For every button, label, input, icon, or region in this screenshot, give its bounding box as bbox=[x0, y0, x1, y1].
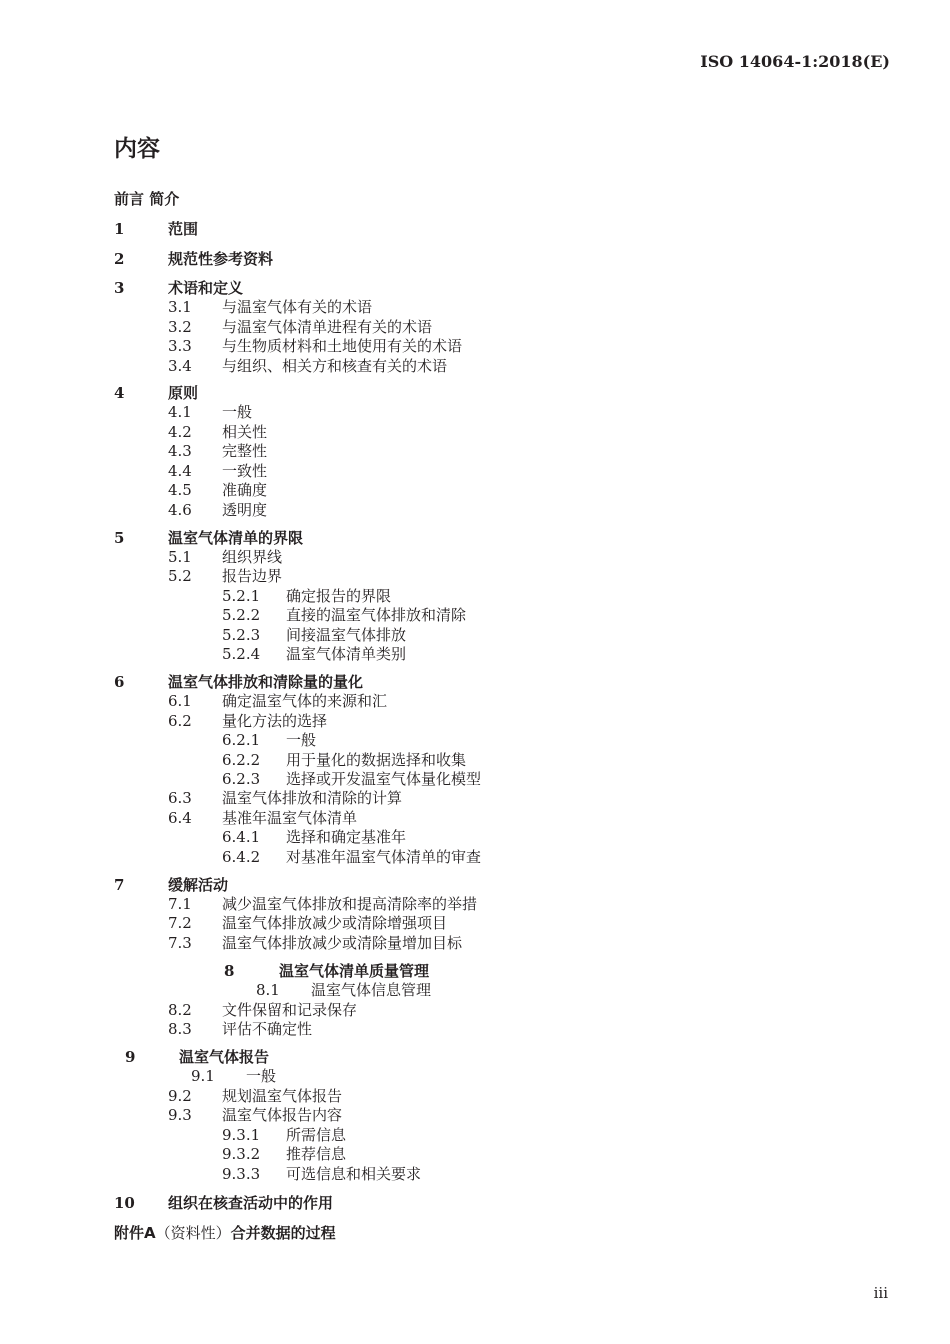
annex-title: 合并数据的过程 bbox=[230, 1224, 336, 1242]
page-number: iii bbox=[873, 1284, 888, 1302]
toc-entry-title: 原则 bbox=[168, 384, 199, 402]
toc-entry-number: 9.2 bbox=[168, 1087, 192, 1105]
toc-entry[interactable] bbox=[0, 1164, 950, 1184]
toc-entry-number: 4.6 bbox=[168, 501, 192, 519]
toc-entry-number: 6.2.1 bbox=[222, 731, 261, 749]
toc-entry-title: 规范性参考资料 bbox=[168, 250, 274, 268]
toc-entry-number: 5.1 bbox=[168, 548, 192, 566]
toc-entry-number: 4.2 bbox=[168, 423, 192, 441]
toc-entry[interactable] bbox=[0, 808, 950, 828]
toc-entry[interactable] bbox=[0, 1019, 950, 1039]
toc-entry-title: 一般 bbox=[222, 403, 253, 421]
toc-entry-number: 5.2.2 bbox=[222, 606, 261, 624]
toc-entry[interactable] bbox=[0, 356, 950, 376]
toc-entry-title: 温室气体排放减少或清除量增加目标 bbox=[222, 934, 463, 952]
toc-entry-number: 6.3 bbox=[168, 789, 192, 807]
toc-entry[interactable] bbox=[0, 730, 950, 750]
toc-entry[interactable] bbox=[0, 317, 950, 337]
toc-entry-title: 温室气体清单的界限 bbox=[168, 529, 304, 547]
toc-entry[interactable] bbox=[0, 1193, 950, 1213]
toc-entry-number: 5 bbox=[114, 529, 125, 547]
toc-entry-title: 规划温室气体报告 bbox=[222, 1087, 343, 1105]
toc-entry-number: 6.2.2 bbox=[222, 751, 261, 769]
toc-entry-title: 相关性 bbox=[222, 423, 268, 441]
toc-entry-title: 间接温室气体排放 bbox=[286, 626, 407, 644]
toc-entry-title: 评估不确定性 bbox=[222, 1020, 313, 1038]
toc-entry-number: 7 bbox=[114, 876, 125, 894]
toc-entry[interactable] bbox=[0, 441, 950, 461]
toc-entry-title: 基准年温室气体清单 bbox=[222, 809, 358, 827]
toc-entry[interactable] bbox=[0, 644, 950, 664]
toc-entry-number: 7.3 bbox=[168, 934, 192, 952]
toc-entry[interactable] bbox=[0, 402, 950, 422]
toc-entry-number: 8.1 bbox=[256, 981, 280, 999]
toc-entry-title: 选择或开发温室气体量化模型 bbox=[286, 770, 482, 788]
toc-entry[interactable] bbox=[0, 913, 950, 933]
toc-entry[interactable] bbox=[0, 980, 950, 1000]
toc-entry-number: 6.4.1 bbox=[222, 828, 261, 846]
toc-entry[interactable] bbox=[0, 336, 950, 356]
annex-label: 附件A bbox=[114, 1224, 156, 1242]
toc-entry-title: 减少温室气体排放和提高清除率的举措 bbox=[222, 895, 478, 913]
toc-entry[interactable] bbox=[0, 788, 950, 808]
toc-entry-title: 确定温室气体的来源和汇 bbox=[222, 692, 388, 710]
toc-entry-number: 1 bbox=[114, 220, 125, 238]
toc-entry-title: 文件保留和记录保存 bbox=[222, 1001, 358, 1019]
toc-entry-number: 6.1 bbox=[168, 692, 192, 710]
toc-entry-number: 8 bbox=[224, 962, 235, 980]
toc-entry[interactable] bbox=[0, 827, 950, 847]
toc-entry-number: 7.1 bbox=[168, 895, 192, 913]
toc-entry-title: 直接的温室气体排放和清除 bbox=[286, 606, 467, 624]
toc-entry-number: 9.3.2 bbox=[222, 1145, 261, 1163]
toc-entry-title: 可选信息和相关要求 bbox=[286, 1165, 422, 1183]
toc-entry[interactable] bbox=[0, 189, 950, 209]
toc-entry-title: 选择和确定基准年 bbox=[286, 828, 407, 846]
toc-entry-title: 一般 bbox=[246, 1067, 277, 1085]
toc-entry[interactable] bbox=[0, 711, 950, 731]
toc-entry-number: 6.4 bbox=[168, 809, 192, 827]
toc-entry-number: 5.2.1 bbox=[222, 587, 261, 605]
toc-entry-number: 3 bbox=[114, 279, 125, 297]
toc-entry[interactable] bbox=[0, 249, 950, 269]
toc-entry-title: 对基准年温室气体清单的审查 bbox=[286, 848, 482, 866]
toc-entry-title: 温室气体清单质量管理 bbox=[279, 962, 430, 980]
toc-entry-number: 4.5 bbox=[168, 481, 192, 499]
toc-entry[interactable] bbox=[0, 547, 950, 567]
toc-entry-title: 报告边界 bbox=[222, 567, 283, 585]
toc-entry[interactable] bbox=[0, 297, 950, 317]
toc-entry-title: 前言 简介 bbox=[114, 190, 180, 208]
toc-entry[interactable] bbox=[0, 1047, 950, 1067]
toc-entry[interactable] bbox=[0, 875, 950, 895]
toc-entry[interactable] bbox=[0, 500, 950, 520]
toc-entry[interactable] bbox=[0, 383, 950, 403]
toc-entry-title: 与温室气体有关的术语 bbox=[222, 298, 373, 316]
toc-entry-title: 温室气体排放和清除量的量化 bbox=[168, 673, 364, 691]
document-id-header: ISO 14064-1:2018(E) bbox=[700, 52, 890, 71]
toc-entry-number: 5.2.4 bbox=[222, 645, 261, 663]
toc-annex-entry[interactable] bbox=[114, 1223, 336, 1243]
toc-entry-number: 4.3 bbox=[168, 442, 192, 460]
toc-entry[interactable] bbox=[0, 605, 950, 625]
toc-entry[interactable] bbox=[0, 672, 950, 692]
toc-entry-number: 9.1 bbox=[191, 1067, 215, 1085]
toc-entry[interactable] bbox=[0, 769, 950, 789]
toc-entry[interactable] bbox=[0, 625, 950, 645]
toc-entry-number: 4.4 bbox=[168, 462, 192, 480]
toc-entry-number: 6.4.2 bbox=[222, 848, 261, 866]
toc-entry-title: 组织在核查活动中的作用 bbox=[168, 1194, 334, 1212]
toc-entry[interactable] bbox=[0, 566, 950, 586]
toc-entry[interactable] bbox=[0, 1125, 950, 1145]
toc-entry-title: 与温室气体清单进程有关的术语 bbox=[222, 318, 433, 336]
toc-entry-title: 用于量化的数据选择和收集 bbox=[286, 751, 467, 769]
toc-entry-number: 5.2.3 bbox=[222, 626, 261, 644]
toc-entry-number: 3.1 bbox=[168, 298, 192, 316]
toc-entry-number: 3.3 bbox=[168, 337, 192, 355]
toc-entry-title: 温室气体清单类别 bbox=[286, 645, 407, 663]
toc-entry-title: 术语和定义 bbox=[168, 279, 244, 297]
toc-entry-title: 量化方法的选择 bbox=[222, 712, 328, 730]
toc-entry[interactable] bbox=[0, 961, 950, 981]
toc-entry-title: 温室气体排放和清除的计算 bbox=[222, 789, 403, 807]
toc-entry[interactable] bbox=[0, 278, 950, 298]
toc-entry-title: 推荐信息 bbox=[286, 1145, 347, 1163]
toc-entry-number: 4.1 bbox=[168, 403, 192, 421]
toc-entry-number: 7.2 bbox=[168, 914, 192, 932]
toc-entry-number: 5.2 bbox=[168, 567, 192, 585]
toc-entry-number: 6 bbox=[114, 673, 125, 691]
annex-type: （资料性） bbox=[155, 1224, 231, 1242]
toc-entry[interactable] bbox=[0, 586, 950, 606]
toc-entry-title: 缓解活动 bbox=[168, 876, 229, 894]
toc-entry-title: 一致性 bbox=[222, 462, 268, 480]
toc-entry-title: 组织界线 bbox=[222, 548, 283, 566]
toc-entry[interactable] bbox=[0, 750, 950, 770]
toc-entry-title: 透明度 bbox=[222, 501, 268, 519]
toc-entry-number: 10 bbox=[114, 1194, 135, 1212]
toc-entry[interactable] bbox=[0, 1105, 950, 1125]
toc-entry-title: 与生物质材料和土地使用有关的术语 bbox=[222, 337, 463, 355]
toc-entry-number: 3.4 bbox=[168, 357, 192, 375]
toc-entry[interactable] bbox=[0, 847, 950, 867]
toc-entry-number: 2 bbox=[114, 250, 125, 268]
toc-entry-number: 9.3.3 bbox=[222, 1165, 261, 1183]
toc-entry-title: 与组织、相关方和核查有关的术语 bbox=[222, 357, 448, 375]
toc-entry[interactable] bbox=[0, 894, 950, 914]
toc-entry-number: 9 bbox=[125, 1048, 136, 1066]
toc-entry[interactable] bbox=[0, 691, 950, 711]
toc-entry[interactable] bbox=[0, 422, 950, 442]
toc-entry-title: 温室气体排放减少或清除增强项目 bbox=[222, 914, 448, 932]
toc-entry-title: 一般 bbox=[286, 731, 317, 749]
toc-entry-title: 温室气体报告 bbox=[179, 1048, 270, 1066]
page-title: 内容 bbox=[114, 136, 160, 162]
toc-entry[interactable] bbox=[0, 933, 950, 953]
toc-entry-number: 4 bbox=[114, 384, 125, 402]
toc-entry[interactable] bbox=[0, 1144, 950, 1164]
toc-entry-number: 6.2.3 bbox=[222, 770, 261, 788]
toc-entry[interactable] bbox=[0, 461, 950, 481]
toc-entry[interactable] bbox=[0, 528, 950, 548]
toc-entry-title: 所需信息 bbox=[286, 1126, 347, 1144]
toc-entry-number: 6.2 bbox=[168, 712, 192, 730]
toc-entry-title: 确定报告的界限 bbox=[286, 587, 392, 605]
toc-entry[interactable] bbox=[0, 219, 950, 239]
toc-entry-number: 9.3 bbox=[168, 1106, 192, 1124]
toc-entry-title: 准确度 bbox=[222, 481, 268, 499]
toc-entry-number: 9.3.1 bbox=[222, 1126, 261, 1144]
toc-entry[interactable] bbox=[0, 1000, 950, 1020]
toc-entry-number: 3.2 bbox=[168, 318, 192, 336]
toc-entry-title: 完整性 bbox=[222, 442, 268, 460]
toc-entry-title: 温室气体信息管理 bbox=[311, 981, 432, 999]
toc-entry-number: 8.3 bbox=[168, 1020, 192, 1038]
toc-entry[interactable] bbox=[0, 1086, 950, 1106]
toc-entry[interactable] bbox=[0, 1066, 950, 1086]
toc-entry-title: 范围 bbox=[168, 220, 199, 238]
toc-entry-title: 温室气体报告内容 bbox=[222, 1106, 343, 1124]
toc-entry-number: 8.2 bbox=[168, 1001, 192, 1019]
toc-entry[interactable] bbox=[0, 480, 950, 500]
